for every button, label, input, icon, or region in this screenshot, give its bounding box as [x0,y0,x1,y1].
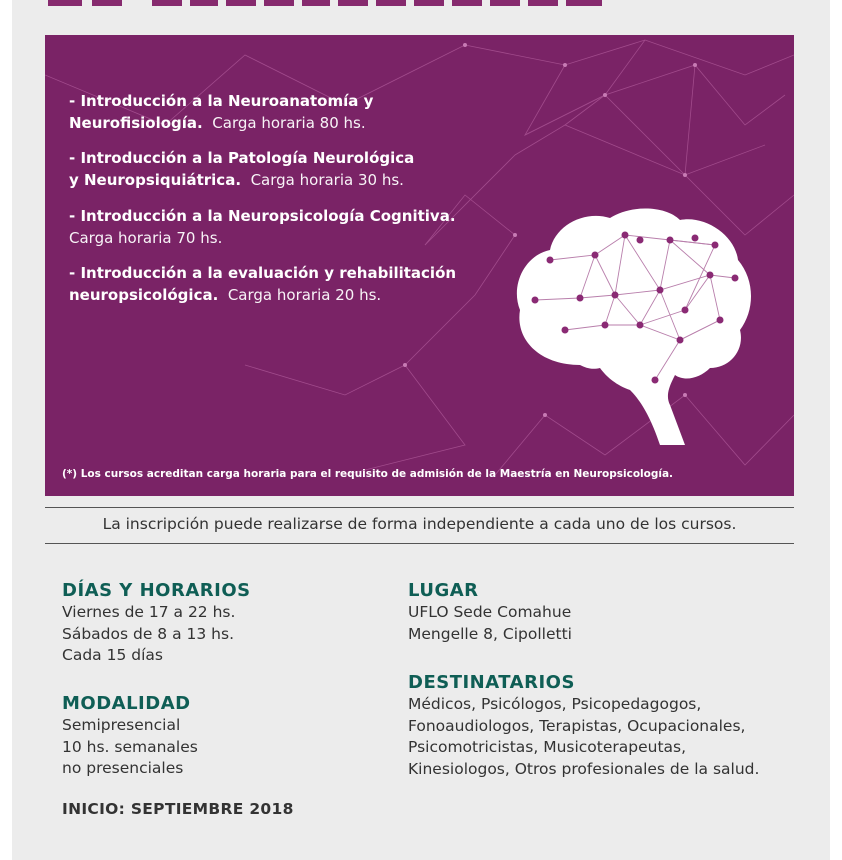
course-hours: Carga horaria 70 hs. [69,229,223,247]
course-title: - Introducción a la evaluación y rehabilitación [69,264,457,282]
place-section [408,580,572,645]
course-title: y Neuropsiquiátrica. [69,171,242,189]
start-date: INICIO: SEPTIEMBRE 2018 [62,800,294,818]
course-item [69,90,489,134]
schedule-line: Sábados de 8 a 13 hs. [62,624,234,643]
schedule-line: Cada 15 días [62,646,163,664]
modality-section [62,693,198,780]
course-item [69,147,489,191]
place-heading: LUGAR [408,580,479,601]
place-line: UFLO Sede Comahue [408,603,572,621]
brain-network-icon [510,200,760,460]
modality-line: no presenciales [62,759,184,777]
course-item [69,262,489,306]
course-hours: Carga horaria 30 hs. [250,171,404,189]
modality-line: Semipresencial [62,716,181,734]
cropped-title-art [48,0,608,20]
course-title: - Introducción a la Neuropsicología Cognitiva. [69,207,456,225]
course-item [69,205,489,249]
modality-line: 10 hs. semanales [62,737,198,756]
schedule-heading: DÍAS Y HORARIOS [62,580,251,601]
course-hours: Carga horaria 80 hs. [212,114,366,132]
enrollment-notice: La inscripción puede realizarse de forma independiente a cada uno de los cursos. [102,515,737,533]
audience-line: Psicomotricistas, Musicoterapeutas, [408,738,687,756]
audience-line: Médicos, Psicólogos, Psicopedagogos, [408,695,702,713]
course-title: - Introducción a la Neuroanatomía y [69,92,374,110]
schedule-section [62,580,251,667]
divider-bottom [45,543,794,544]
audience-section [408,672,759,780]
modality-heading: MODALIDAD [62,693,191,714]
course-title: Neurofisiología. [69,114,203,132]
courses-banner [45,35,794,496]
course-title: - Introducción a la Patología Neurológica [69,149,415,167]
audience-line: Fonoaudiologos, Terapistas, Ocupacionales, [408,716,746,735]
schedule-line: Viernes de 17 a 22 hs. [62,603,236,621]
audience-line: Kinesiologos, Otros profesionales de la salud. [408,759,760,778]
place-line: Mengelle 8, Cipolletti [408,624,572,643]
course-title: neuropsicológica. [69,286,219,304]
divider-top [45,507,794,508]
course-hours: Carga horaria 20 hs. [227,286,382,304]
credit-note: (*) Los cursos acreditan carga horaria para el requisito de admisión de la Maestría en Neuropsicología. [62,468,674,480]
audience-heading: DESTINATARIOS [408,672,575,693]
